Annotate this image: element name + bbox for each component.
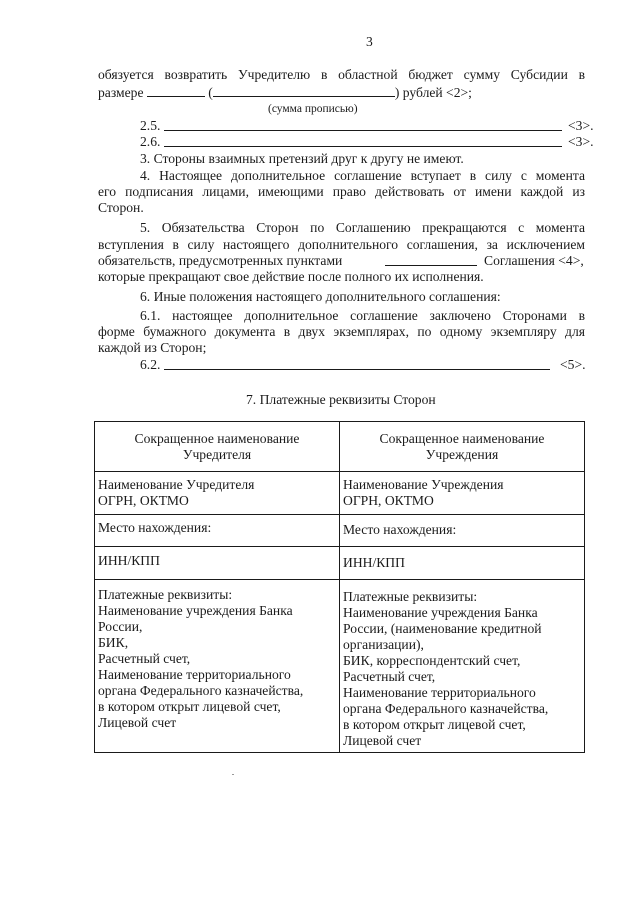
item-5-line: которые прекращают свое действие после полного их исполнения. bbox=[98, 269, 484, 284]
table-cell-institution-inn: ИНН/КПП bbox=[340, 547, 585, 580]
page-number: 3 bbox=[366, 34, 373, 49]
table-cell-founder-inn: ИНН/КПП bbox=[95, 547, 340, 580]
item-6-2-footnote: <5>. bbox=[560, 357, 586, 372]
blank-line bbox=[164, 357, 550, 370]
scan-speck bbox=[232, 774, 234, 775]
item-4-line: его подписания лицами, имеющими право действовать от имени каждой из bbox=[98, 184, 585, 199]
text-fragment: ( bbox=[208, 85, 213, 100]
table-row bbox=[95, 580, 585, 753]
item-4-line: Сторон. bbox=[98, 200, 144, 215]
item-6-2-number: 6.2. bbox=[140, 357, 161, 372]
section-7-title: 7. Платежные реквизиты Сторон bbox=[246, 392, 436, 407]
item-4-line: 4. Настоящее дополнительное соглашение вступает в силу с момента bbox=[140, 168, 585, 183]
item-2-5-footnote: <3>. bbox=[568, 118, 594, 133]
table-cell-founder-name: Наименование Учредителя ОГРН, ОКТМО bbox=[95, 472, 340, 515]
payment-details-table bbox=[94, 421, 585, 753]
item-2-5-number: 2.5. bbox=[140, 118, 161, 133]
table-row bbox=[95, 422, 585, 472]
text-fragment: размере bbox=[98, 85, 144, 100]
item-5-blank bbox=[385, 253, 477, 270]
table-cell-founder-bank-details: Платежные реквизиты: Наименование учреждения Банка России, БИК, Расчетный счет, Наименование территориального органа Федерального казначейства, в котором открыт лицевой счет, Лицевой счет bbox=[95, 580, 340, 753]
item-6-1-line: каждой из Сторон; bbox=[98, 340, 207, 355]
blank-line bbox=[164, 134, 562, 147]
table-row bbox=[95, 472, 585, 515]
item-5-line: вступления в силу настоящего дополнительного соглашения, за исключением bbox=[98, 237, 585, 252]
item-5-line: обязательств, предусмотренных пунктами bbox=[98, 253, 343, 268]
item-2-6-number: 2.6. bbox=[140, 134, 161, 149]
caption-amount-in-words: (сумма прописью) bbox=[268, 103, 358, 115]
paragraph-line: обязуется возвратить Учредителю в областной бюджет сумму Субсидии в bbox=[98, 67, 585, 82]
item-3: 3. Стороны взаимных претензий друг к другу не имеют. bbox=[140, 151, 464, 166]
item-6-2-blank bbox=[164, 357, 550, 374]
table-cell-institution-location: Место нахождения: bbox=[340, 515, 585, 547]
item-5-line: Соглашения <4>, bbox=[484, 253, 584, 268]
table-row bbox=[95, 547, 585, 580]
item-6-1-line: форме бумажного документа в двух экземплярах, по одному экземпляру для bbox=[98, 324, 585, 339]
item-2-5-blank bbox=[164, 118, 562, 135]
table-cell-founder-location: Место нахождения: bbox=[95, 515, 340, 547]
item-6-1-line: 6.1. настоящее дополнительное соглашение заключено Сторонами в bbox=[140, 308, 585, 323]
table-cell-founder-short-name: Сокращенное наименование Учредителя bbox=[95, 422, 340, 472]
table-cell-institution-name: Наименование Учреждения ОГРН, ОКТМО bbox=[340, 472, 585, 515]
text-fragment: ) рублей <2>; bbox=[394, 85, 472, 100]
blank-line bbox=[164, 118, 562, 131]
item-2-6-blank bbox=[164, 134, 562, 151]
table-cell-institution-bank-details: Платежные реквизиты: Наименование учреждения Банка России, (наименование кредитной организации), БИК, корреспондентский счет, Расчетный счет, Наименование территориального органа Федерального казначейства, в котором открыт лицевой счет, Лицевой счет bbox=[340, 580, 585, 753]
table-cell-institution-short-name: Сокращенное наименование Учреждения bbox=[340, 422, 585, 472]
blank-line bbox=[147, 96, 205, 97]
item-6: 6. Иные положения настоящего дополнительного соглашения: bbox=[140, 289, 501, 304]
item-5-line: 5. Обязательства Сторон по Соглашению прекращаются с момента bbox=[140, 220, 585, 235]
blank-line bbox=[213, 96, 395, 97]
table-row bbox=[95, 515, 585, 547]
blank-line bbox=[385, 253, 477, 266]
item-2-6-footnote: <3>. bbox=[568, 134, 594, 149]
paragraph-line bbox=[98, 85, 472, 101]
